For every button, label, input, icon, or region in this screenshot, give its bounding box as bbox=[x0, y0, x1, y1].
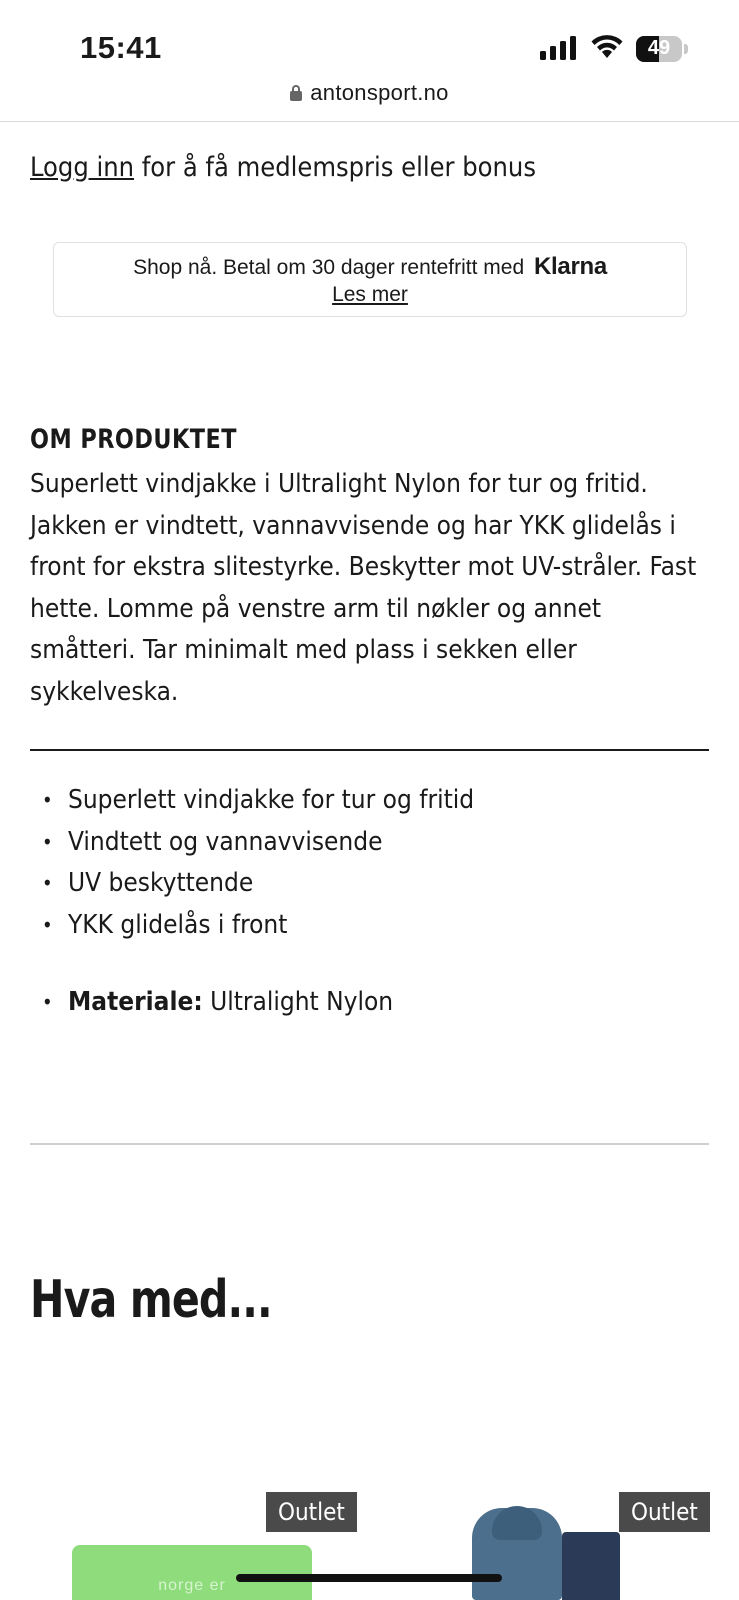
product-image-pants[interactable] bbox=[562, 1532, 620, 1600]
feature-item: • UV beskyttende bbox=[42, 863, 474, 905]
browser-url-bar[interactable] bbox=[0, 76, 739, 122]
feature-item: • Vindtett og vannavvisende bbox=[42, 822, 474, 864]
wifi-icon bbox=[590, 34, 624, 60]
login-prompt bbox=[30, 152, 536, 183]
feature-item: • Superlett vindjakke for tur og fritid bbox=[42, 780, 474, 822]
material-item bbox=[42, 982, 393, 1024]
outlet-badge: Outlet bbox=[266, 1492, 357, 1532]
outlet-badge: Outlet bbox=[619, 1492, 710, 1532]
login-link[interactable]: Logg inn bbox=[30, 152, 135, 183]
headband-print: norge er bbox=[158, 1577, 226, 1594]
klarna-banner bbox=[53, 242, 687, 317]
login-prompt-text: for å få medlemspris eller bonus bbox=[134, 152, 536, 183]
status-time: 15:41 bbox=[80, 30, 162, 65]
product-image-jacket[interactable] bbox=[472, 1508, 562, 1600]
klarna-logo: Klarna bbox=[534, 253, 607, 280]
battery-percent: 49 bbox=[647, 37, 671, 59]
section-divider bbox=[30, 749, 709, 751]
status-bar bbox=[0, 0, 739, 80]
url-text: antonsport.no bbox=[310, 80, 449, 105]
product-image-headband[interactable] bbox=[72, 1545, 312, 1600]
feature-list bbox=[42, 780, 474, 946]
material-label: Materiale: bbox=[68, 987, 203, 1017]
lock-icon bbox=[290, 85, 302, 101]
product-card[interactable] bbox=[30, 1492, 360, 1600]
product-description: Superlett vindjakke i Ultralight Nylon for tur og fritid. Jakken er vindtett, vannavvisende og har YKK glidelås i front for ekstra slitestyrke. Beskytter mot UV-stråler. Fast hette. Lomme på venstre arm til nøkler og annet småtteri. Tar minimalt med plass i sekken eller sykkelveska. bbox=[30, 469, 697, 707]
feature-item: • YKK glidelås i front bbox=[42, 905, 474, 947]
home-indicator[interactable] bbox=[236, 1574, 502, 1582]
battery-icon bbox=[636, 36, 688, 62]
material-list bbox=[42, 982, 393, 1024]
section-divider-light bbox=[30, 1143, 709, 1145]
product-section-heading: OM PRODUKTET bbox=[30, 424, 237, 455]
klarna-text: Shop nå. Betal om 30 dager rentefritt med bbox=[133, 256, 525, 279]
related-products-heading: Hva med... bbox=[30, 1270, 272, 1330]
klarna-read-more-link[interactable]: Les mer bbox=[332, 283, 408, 306]
product-card[interactable] bbox=[380, 1492, 710, 1600]
material-value: Ultralight Nylon bbox=[202, 987, 394, 1017]
cellular-signal-icon bbox=[540, 36, 578, 60]
